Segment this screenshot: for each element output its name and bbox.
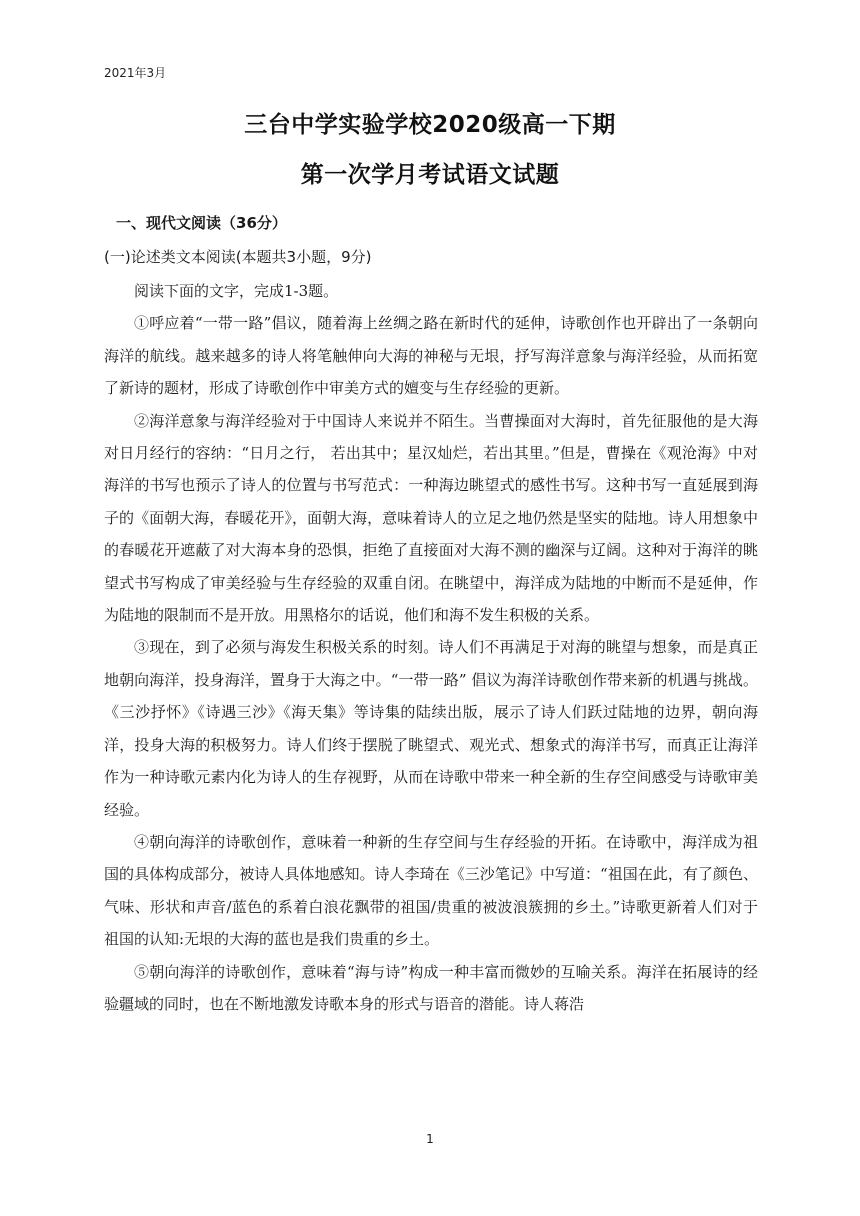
subsection-heading: (一)论述类文本阅读(本题共3小题，9分) [104,248,372,266]
paragraph-2: ②海洋意象与海洋经验对于中国诗人来说并不陌生。当曹操面对大海时，首先征服他的是大海对日月经行的容纳：“日月之行， 若出其中；星汉灿烂，若出其里。”但是，曹操在《观沧海》中对海洋的书写也预示了诗人的位置与书写范式：一种海边眺望式的感性书写。这种书写一直延展到海子的《面朝大海，春暖花开》，面朝大海，意味着诗人的立足之地仍然是坚实的陆地。诗人用想象中的春暖花开遮蔽了对大海本身的恐惧，拒绝了直接面对大海不测的幽深与辽阔。这种对于海洋的眺望式书写构成了审美经验与生存经验的双重自闭。在眺望中，海洋成为陆地的中断而不是延伸，作为陆地的限制而不是开放。用黑格尔的话说，他们和海不发生积极的关系。 [104,411,758,625]
paragraph-5: ⑤朝向海洋的诗歌创作，意味着“海与诗”构成一种丰富而微妙的互喻关系。海洋在拓展诗的经验疆域的同时，也在不断地激发诗歌本身的形式与语音的潜能。诗人蒋浩 [104,962,758,1013]
exam-title-line2: 第一次学月考试语文试题 [300,162,560,188]
paragraph-4: ④朝向海洋的诗歌创作，意味着一种新的生存空间与生存经验的开拓。在诗歌中，海洋成为祖国的具体构成部分，被诗人具体地感知。诗人李琦在《三沙笔记》中写道：“祖国在此，有了颜色、气味、形状和声音/蓝色的系着白浪花飘带的祖国/贵重的被波浪簇拥的乡土。”诗歌更新着人们对于祖国的认知:无垠的大海的蓝也是我们贵重的乡土。 [104,832,758,949]
reading-passage [104,275,758,1020]
page-number: 1 [426,1132,434,1146]
paragraph-1: ①呼应着“一带一路”倡议，随着海上丝绸之路在新时代的延伸，诗歌创作也开辟出了一条朝向海洋的航线。越来越多的诗人将笔触伸向大海的神秘与无垠，抒写海洋意象与海洋经验，从而拓宽了新诗的题材，形成了诗歌创作中审美方式的嬗变与生存经验的更新。 [104,314,758,398]
paragraph-3: ③现在，到了必须与海发生积极关系的时刻。诗人们不再满足于对海的眺望与想象，而是真正地朝向海洋，投身海洋，置身于大海之中。“一带一路” 倡议为海洋诗歌创作带来新的机遇与挑战。《三沙抒怀》《诗遇三沙》《海天集》等诗集的陆续出版，展示了诗人们跃过陆地的边界，朝向海洋，投身大海的积极努力。诗人们终于摆脱了眺望式、观光式、想象式的海洋书写，而真正让海洋作为一种诗歌元素内化为诗人的生存视野，从而在诗歌中带来一种全新的生存空间感受与诗歌审美经验。 [104,638,758,819]
exam-title-line1: 三台中学实验学校2020级高一下期 [244,112,616,138]
exam-date: 2021年3月 [104,66,167,80]
section-heading: 一、现代文阅读（36分） [116,214,287,232]
instruction-text: 阅读下面的文字，完成1-3题。 [134,282,339,300]
